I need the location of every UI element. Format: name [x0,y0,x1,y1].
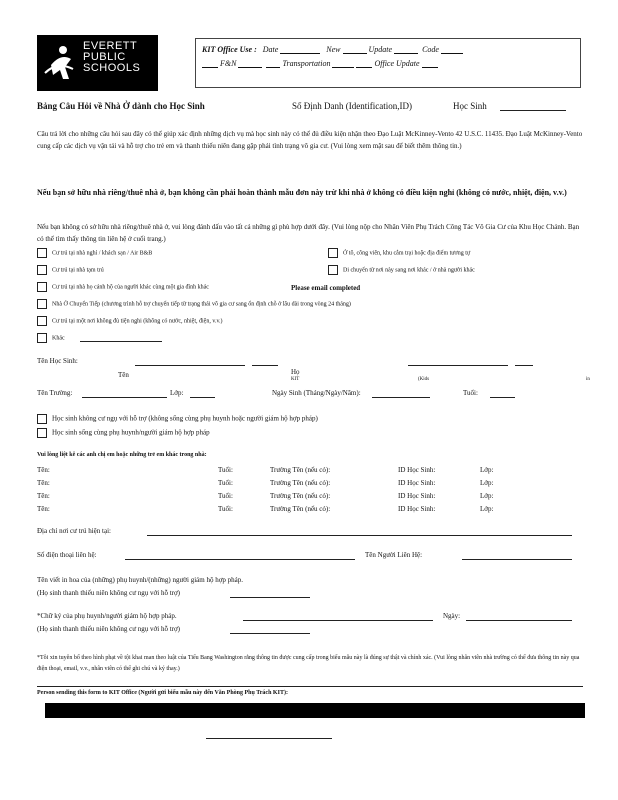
option-moved[interactable] [328,265,475,275]
id-label: Số Định Danh (Identification,ID) [292,101,412,111]
guardian-name-note: (Họ sinh thanh thiếu niên không cư ngụ với hỗ trợ) [37,589,181,597]
office-date-field[interactable] [280,45,320,54]
option-shelter-label: Cư trú tại nhà tạm trú [52,267,104,274]
logo-line-3: SCHOOLS [83,62,141,74]
age-label: Tuổi: [463,389,478,397]
address-label: Địa chỉ nơi cư trú hiện tại: [37,527,111,535]
student-name-label: Tên Học Sinh: [37,357,78,365]
phone-field[interactable] [125,559,355,560]
grade-field[interactable] [190,397,215,398]
office-fn-check[interactable] [202,59,218,68]
school-field[interactable] [82,397,167,398]
office-update2-check[interactable] [356,59,372,68]
contact-label: Tên Người Liên Hệ: [365,551,423,559]
in-label: in [586,377,590,382]
footer-label: Person sending this form to KIT Office (Người gửi biểu mẫu này đến Văn Phòng Phụ Trách KIT): [37,690,288,696]
office-transport-check[interactable] [266,59,280,68]
student-first-label: Tên [118,371,129,379]
child-id-label: ID Học Sinh: [398,466,436,474]
intro-paragraph: Câu trả lời cho những câu hỏi sau đây có thể giúp xác định những dịch vụ mà học sinh này có thể đủ điều kiện nhận theo Đạo Luật McKinney-Vento 42 U.S.C. 11435. Đạo Luật McKinney-Vento cung cấp các dịch vụ vận tải và hỗ trợ cho trẻ em và thanh thiếu niên đang gặp phải tình trạng vô gia cư. (Vui lòng xem mặt sau để biết thêm thông tin.) [37,130,583,150]
office-transport-label: Transportation [282,59,331,68]
option-transitional[interactable] [37,299,351,309]
dob-label: Ngày Sinh (Tháng/Ngày/Năm): [272,389,361,397]
date-label: Ngày: [443,612,461,620]
option-other[interactable] [37,333,65,343]
option-shared-checkbox[interactable] [37,282,47,292]
child-age-label: Tuổi: [218,479,233,487]
footer-signature-field[interactable] [206,738,332,739]
student-kids-field[interactable] [515,365,533,366]
declaration-text: *Tôi xin tuyên bố theo hình phạt về tội khai man theo luật của Tiểu Bang Washington rằng thông tin được cung cấp trong biểu mẫu này là đúng sự thật và chính xác. (Vui lòng nhân viên nhà trường có thể đưa thông tin này qua điện thoại, email, v.v., nhân viên có thể ghi chú và ký thay.) [37,655,580,672]
form-title: Bảng Câu Hỏi về Nhà Ở dành cho Học Sinh [37,101,205,111]
phone-label: Số điện thoại liên hệ: [37,551,97,559]
living-with-parent[interactable] [37,428,210,438]
email-note: Please email completed [291,284,361,292]
option-car-checkbox[interactable] [328,248,338,258]
district-logo [37,35,158,91]
option-inadequate-label: Cư trú tại một nơi không đủ tiện nghi (không có nước, nhiệt, điện, v.v.) [52,318,223,325]
address-field[interactable] [147,535,572,536]
section1-heading: Nếu bạn sở hữu nhà riêng/thuê nhà ở, bạn không cần phải hoàn thành mẫu đơn này trừ khi nhà ở không có điều kiện nghỉ (không có nước, nhiệt, điện, v.v.) [37,188,567,197]
child-id-label: ID Học Sinh: [398,505,436,513]
option-car-label: Ở tô, công viên, khu cắm trại hoặc địa điểm tương tự [343,250,471,257]
living-not-with-parent-checkbox[interactable] [37,414,47,424]
student-id-field[interactable] [500,110,566,111]
dob-field[interactable] [372,397,430,398]
section1-note: Nếu bạn không có sở hữu nhà riêng/thuê nhà ở, vui lòng đánh dấu vào tất cả những gì phù hợp dưới đây. (Vui lòng nộp cho Nhân Viên Phụ Trách Công Tác Vô Gia Cư của Khu Học Chánh. Bạn có thể tìm thấy thông tin liên hệ ở cuối trang.) [37,223,580,243]
contact-field[interactable] [462,559,572,560]
option-shelter-checkbox[interactable] [37,265,47,275]
student-middle-name-field[interactable] [252,365,278,366]
logo-text [83,41,140,74]
office-date-label: Date [262,45,279,54]
living-with-parent-label: Học sinh sống cùng phụ huynh/người giám hộ hợp pháp [52,428,210,437]
option-hotel-checkbox[interactable] [37,248,47,258]
child-school-label: Trường Tên (nếu có): [270,466,331,474]
option-car[interactable] [328,248,470,258]
runner-emblem-icon [43,43,77,83]
child-grade-label: Lớp: [480,492,494,500]
living-not-with-parent[interactable] [37,414,318,424]
children-heading: Vui lòng liệt kê các anh chị em hoặc những trẻ em khác trong nhà: [37,452,207,458]
child-grade-label: Lớp: [480,466,494,474]
option-hotel-label: Cư trú tại nhà nghỉ / khách sạn / Air B&B [52,250,153,257]
living-not-with-parent-label: Học sinh không cư ngụ với hỗ trợ (không sống cùng phụ huynh hoặc người giám hộ hợp pháp) [52,414,318,423]
school-label: Tên Trường: [37,389,73,397]
option-transitional-checkbox[interactable] [37,299,47,309]
office-update2-field[interactable] [422,59,438,68]
child-id-label: ID Học Sinh: [398,479,436,487]
office-update2-label: Office Update [374,59,420,68]
child-grade-label: Lớp: [480,479,494,487]
signature-label: *Chữ ký của phụ huynh/người giám hộ hợp pháp. [37,612,177,620]
living-with-parent-checkbox[interactable] [37,428,47,438]
child-id-label: ID Học Sinh: [398,492,436,500]
guardian-name-field[interactable] [230,597,310,598]
child-school-label: Trường Tên (nếu có): [270,505,331,513]
office-new-field[interactable] [343,45,367,54]
office-update-label: Update [368,45,393,54]
kit-label: KIT [291,377,300,382]
option-inadequate[interactable] [37,316,223,326]
child-age-label: Tuổi: [218,505,233,513]
student-label: Học Sinh [453,101,487,111]
office-fn-label: F&N [220,59,237,68]
child-school-label: Trường Tên (nếu có): [270,479,331,487]
date-field[interactable] [466,620,572,621]
option-inadequate-checkbox[interactable] [37,316,47,326]
option-moved-label: Di chuyển từ nơi này sang nơi khác / ở nhà người khác [343,267,475,274]
logo-line-1: EVERETT [83,40,138,52]
office-fn-field[interactable] [238,59,262,68]
child-name-label: Tên: [37,466,50,474]
child-name-label: Tên: [37,492,50,500]
option-other-checkbox[interactable] [37,333,47,343]
child-grade-label: Lớp: [480,505,494,513]
option-transitional-label: Nhà Ở Chuyển Tiếp (chương trình hỗ trợ chuyển tiếp từ trạng thái vô gia cư sang ổn định chỗ ở lâu dài trong vòng 24 tháng) [52,301,351,308]
option-shared[interactable] [37,282,209,292]
logo-line-2: PUBLIC [83,51,126,63]
option-moved-checkbox[interactable] [328,265,338,275]
option-shelter[interactable] [37,265,104,275]
student-middle-label: Họ [291,368,300,376]
child-age-label: Tuổi: [218,492,233,500]
office-use-label: KIT Office Use : [202,45,257,54]
student-first-name-field[interactable] [135,365,245,366]
office-use-box [195,38,581,88]
footer-divider [37,686,583,687]
contact-info-bar [45,703,585,718]
option-hotel[interactable] [37,248,152,258]
kids-label: (Kids [418,377,430,382]
child-name-label: Tên: [37,505,50,513]
office-code-label: Code [422,45,439,54]
option-other-field[interactable] [80,341,162,342]
option-shared-label: Cư trú tại nhà họ cảnh hộ của người khác cùng một gia đình khác [52,284,209,291]
signature-note: (Họ sinh thanh thiếu niên không cư ngụ với hỗ trợ) [37,625,181,633]
option-other-label: Khác [52,335,65,342]
child-name-label: Tên: [37,479,50,487]
age-field[interactable] [490,397,515,398]
child-age-label: Tuổi: [218,466,233,474]
office-new-label: New [326,45,341,54]
grade-label: Lớp: [170,389,184,397]
guardian-name-label: Tên viết in hoa của (những) phụ huynh/(những) người giám hộ hợp pháp. [37,576,243,584]
office-transport-field[interactable] [332,59,354,68]
signature-field[interactable] [243,620,433,621]
office-code-field[interactable] [441,45,463,54]
office-update-field[interactable] [394,45,418,54]
signature-note-field[interactable] [230,633,310,634]
student-last-name-field[interactable] [408,365,508,366]
child-school-label: Trường Tên (nếu có): [270,492,331,500]
